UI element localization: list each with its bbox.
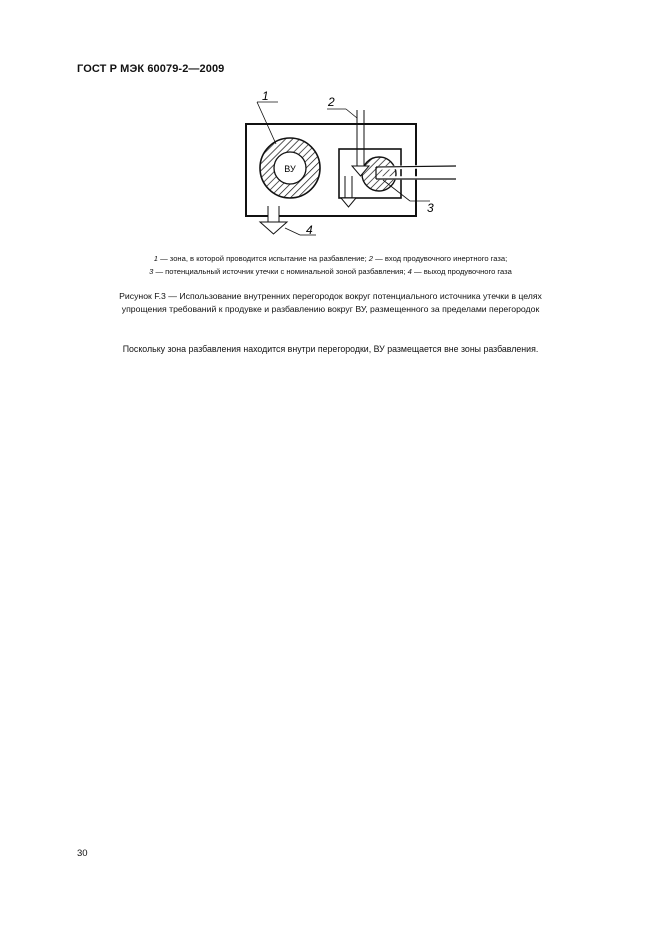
- figure-diagram: [230, 88, 470, 238]
- outlet-arrow: [260, 206, 287, 234]
- vu-label: ВУ: [284, 164, 296, 174]
- figure-label-1: 1: [262, 89, 269, 103]
- figure-caption: Рисунок F.3 — Использование внутренних перегородок вокруг потенциального источника утечки в целях упрощения требований к продувке и разбавлению вокруг ВУ, размещенного за пределами перегородок: [119, 291, 542, 314]
- legend-line-2: 3 — потенциальный источник утечки с номинальной зоной разбавления; 4 — выход продувочного газа: [149, 267, 512, 276]
- figure-label-2: 2: [328, 95, 335, 109]
- inlet-arrow: [352, 110, 369, 176]
- legend-line-1: 1 — зона, в которой проводится испытание на разбавление; 2 — вход продувочного инертного газа;: [153, 254, 508, 263]
- document-header: ГОСТ Р МЭК 60079-2—2009: [77, 63, 225, 75]
- body-paragraph: Поскольку зона разбавления находится внутри перегородки, ВУ размещается вне зоны разбавления.: [122, 344, 539, 354]
- inner-flow-arrow: [341, 176, 356, 207]
- page-number: 30: [77, 848, 88, 859]
- figure-label-4: 4: [306, 223, 313, 237]
- figure-label-3: 3: [427, 201, 434, 215]
